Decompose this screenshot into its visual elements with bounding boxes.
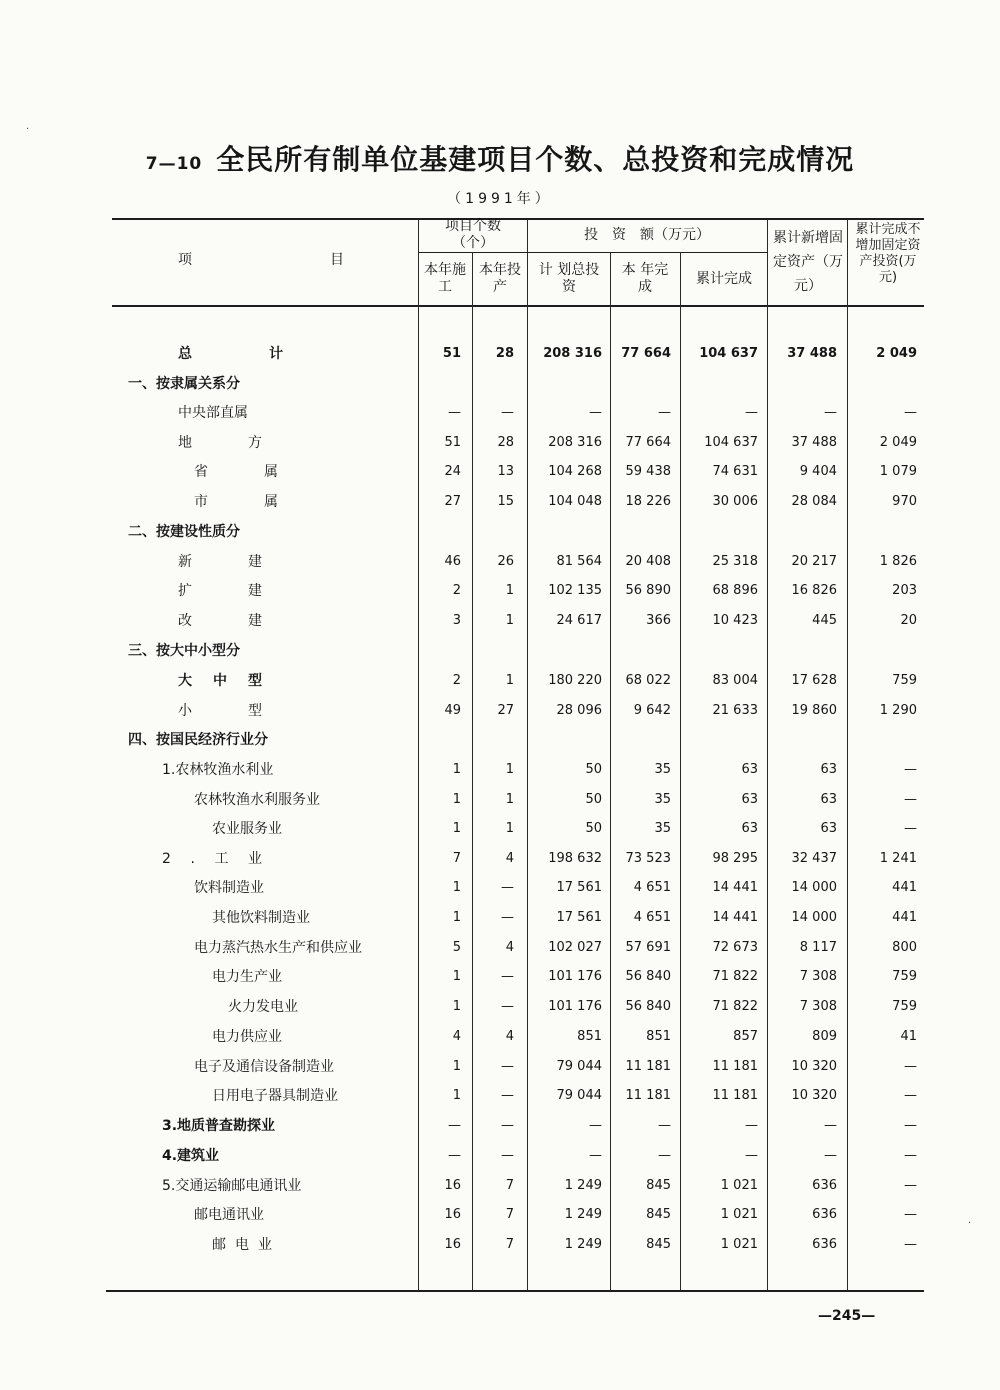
table-cell: 636: [812, 1178, 837, 1193]
table-cell: 28: [495, 346, 514, 361]
table-cell: 1: [452, 910, 461, 925]
table-cell: 10 320: [791, 1059, 837, 1074]
table-cell: 759: [892, 673, 917, 688]
header-fixed-assets: 累计新增固定资产（万元）: [773, 230, 843, 294]
table-cell: 72 673: [712, 940, 758, 955]
table-cell: [797, 730, 917, 750]
table-cell: 56 840: [625, 969, 671, 984]
table-cell: 19 860: [791, 703, 837, 718]
table-cell: —: [904, 1178, 917, 1193]
table-cell: 857: [733, 1029, 758, 1044]
row-label: 5.交通运输邮电通讯业: [162, 1178, 302, 1194]
table-cell: 101 176: [548, 999, 602, 1014]
table-cell: —: [745, 1148, 758, 1163]
table-cell: 102 135: [548, 583, 602, 598]
table-cell: 79 044: [556, 1059, 602, 1074]
header-nonfixed: 累计完成不增加固定资产投资(万元): [855, 222, 921, 285]
row-label: 大 中 型: [178, 673, 262, 689]
table-cell: 15: [497, 494, 514, 509]
row-label: 2 . 工 业: [162, 851, 262, 867]
row-label: 一、按隶属关系分: [128, 376, 240, 392]
table-cell: 8 117: [799, 940, 837, 955]
table-cell: —: [589, 405, 602, 420]
table-cell: 16: [444, 1207, 461, 1222]
table-cell: 1 241: [879, 851, 917, 866]
table-cell: 37 488: [787, 346, 837, 361]
table-cell: 4: [505, 1029, 514, 1044]
table-cell: —: [904, 1207, 917, 1222]
table-cell: 63: [741, 792, 758, 807]
table-cell: 845: [646, 1207, 671, 1222]
table-cell: 845: [646, 1178, 671, 1193]
table-cell: 20: [900, 613, 917, 628]
table-cell: 1: [452, 999, 461, 1014]
row-label: 其他饮料制造业: [212, 910, 310, 926]
row-label: 扩 建: [178, 583, 262, 599]
table-cell: 14 441: [712, 880, 758, 895]
table-cell: 1: [505, 613, 514, 628]
table-cell: 1: [452, 969, 461, 984]
table-cell: —: [501, 910, 514, 925]
row-label: 三、按大中小型分: [128, 643, 240, 659]
table-cell: 14 441: [712, 910, 758, 925]
table-cell: 28: [497, 435, 514, 450]
page-number: —245—: [818, 1308, 876, 1324]
table-cell: 5: [452, 940, 461, 955]
table-cell: [797, 374, 917, 394]
table-cell: 4: [505, 851, 514, 866]
row-label: 4.建筑业: [162, 1148, 220, 1164]
table-cell: 441: [892, 880, 917, 895]
table-cell: 851: [577, 1029, 602, 1044]
table-cell: 77 664: [625, 435, 671, 450]
table-cell: —: [904, 1088, 917, 1103]
table-cell: 20 217: [791, 554, 837, 569]
table-cell: 102 027: [548, 940, 602, 955]
table-cell: —: [904, 762, 917, 777]
table-cell: 98 295: [712, 851, 758, 866]
row-label: 四、按国民经济行业分: [128, 732, 268, 748]
table-cell: 198 632: [548, 851, 602, 866]
table-cell: 1: [505, 673, 514, 688]
table-cell: 11 181: [625, 1059, 671, 1074]
table-cell: 1 249: [564, 1178, 602, 1193]
table-cell: 77 664: [621, 346, 671, 361]
table-cell: 57 691: [625, 940, 671, 955]
table-cell: 28 096: [556, 703, 602, 718]
table-title: [0, 138, 1000, 178]
table-cell: 800: [892, 940, 917, 955]
table-cell: 7 308: [799, 999, 837, 1014]
table-cell: 63: [741, 821, 758, 836]
table-cell: 7: [505, 1237, 514, 1252]
header-item-left: 项: [178, 252, 192, 268]
header-item-right: 目: [330, 252, 344, 268]
row-label: 3.地质普查勘探业: [162, 1118, 276, 1134]
table-cell: 24 617: [556, 613, 602, 628]
table-top-rule: [112, 218, 924, 220]
row-label: 中央部直属: [178, 405, 248, 421]
table-cell: —: [904, 1059, 917, 1074]
table-cell: 851: [646, 1029, 671, 1044]
table-cell: 4 651: [633, 910, 671, 925]
row-label: 邮电通讯业: [194, 1207, 264, 1223]
table-cell: 10 423: [712, 613, 758, 628]
table-cell: 1: [452, 880, 461, 895]
row-label: 总 计: [178, 346, 283, 362]
table-cell: 73 523: [625, 851, 671, 866]
table-cell: 63: [820, 821, 837, 836]
header-invest-col3: 累计完成: [696, 271, 752, 287]
header-count-col2: 本年投产: [479, 262, 521, 295]
table-cell: 4: [452, 1029, 461, 1044]
table-cell: 17 561: [556, 910, 602, 925]
header-count-group: 项目个数（个）: [445, 218, 501, 251]
table-cell: 1 249: [564, 1207, 602, 1222]
row-label: 省 属: [194, 464, 278, 480]
table-cell: 441: [892, 910, 917, 925]
row-label: 地 方: [178, 435, 262, 451]
table-cell: 63: [820, 792, 837, 807]
table-cell: 17 628: [791, 673, 837, 688]
table-cell: 50: [585, 762, 602, 777]
table-cell: [797, 641, 917, 661]
row-label: 邮 电 业: [212, 1237, 272, 1253]
table-cell: 63: [820, 762, 837, 777]
header-invest-group: 投 资 额（万元）: [584, 227, 710, 243]
table-cell: —: [658, 405, 671, 420]
table-cell: —: [745, 1118, 758, 1133]
table-cell: 24: [444, 464, 461, 479]
table-cell: 74 631: [712, 464, 758, 479]
table-cell: 101 176: [548, 969, 602, 984]
title-text: 全民所有制单位基建项目个数、总投资和完成情况: [216, 143, 855, 176]
table-cell: 20 408: [625, 554, 671, 569]
table-cell: 11 181: [625, 1088, 671, 1103]
table-cell: 10 320: [791, 1088, 837, 1103]
table-cell: 1 021: [720, 1178, 758, 1193]
table-cell: 32 437: [791, 851, 837, 866]
table-cell: —: [448, 405, 461, 420]
table-cell: 1: [505, 583, 514, 598]
table-cell: 41: [900, 1029, 917, 1044]
table-cell: 71 822: [712, 969, 758, 984]
table-cell: 104 268: [548, 464, 602, 479]
table-cell: —: [904, 821, 917, 836]
table-cell: 1: [452, 1059, 461, 1074]
table-cell: 3: [452, 613, 461, 628]
header-item: [178, 252, 344, 269]
table-cell: 14 000: [791, 910, 837, 925]
scan-speck: ·: [968, 1218, 972, 1229]
table-cell: —: [501, 1088, 514, 1103]
table-cell: 7: [505, 1207, 514, 1222]
row-label: 日用电子器具制造业: [212, 1088, 338, 1104]
scan-speck: ·: [26, 124, 30, 135]
table-cell: —: [501, 405, 514, 420]
table-cell: —: [824, 1148, 837, 1163]
table-cell: 18 226: [625, 494, 671, 509]
table-cell: —: [745, 405, 758, 420]
table-cell: 46: [444, 554, 461, 569]
table-cell: 27: [444, 494, 461, 509]
table-cell: —: [448, 1148, 461, 1163]
table-cell: 71 822: [712, 999, 758, 1014]
table-cell: 1 290: [879, 703, 917, 718]
table-cell: 1: [452, 792, 461, 807]
table-cell: 26: [497, 554, 514, 569]
table-cell: [797, 522, 917, 542]
table-cell: 104 048: [548, 494, 602, 509]
table-cell: 11 181: [712, 1059, 758, 1074]
row-label: 农业服务业: [212, 821, 282, 837]
table-cell: 208 316: [543, 346, 602, 361]
table-cell: 1: [505, 792, 514, 807]
table-cell: 636: [812, 1237, 837, 1252]
header-invest-col2: 本 年完 成: [621, 262, 669, 295]
table-cell: 7: [505, 1178, 514, 1193]
table-cell: 208 316: [548, 435, 602, 450]
table-cell: —: [904, 792, 917, 807]
table-cell: 203: [892, 583, 917, 598]
row-label: 改 建: [178, 613, 262, 629]
table-cell: —: [448, 1118, 461, 1133]
table-cell: —: [904, 1118, 917, 1133]
table-cell: 970: [892, 494, 917, 509]
table-number: 7—10: [145, 154, 203, 174]
table-cell: —: [904, 1148, 917, 1163]
table-cell: —: [501, 1148, 514, 1163]
table-cell: 68 896: [712, 583, 758, 598]
table-cell: 83 004: [712, 673, 758, 688]
table-cell: 1: [452, 1088, 461, 1103]
table-cell: 2 049: [879, 435, 917, 450]
row-label: 小 型: [178, 703, 262, 719]
table-cell: —: [501, 1059, 514, 1074]
table-cell: 51: [442, 346, 461, 361]
table-cell: 1 021: [720, 1207, 758, 1222]
table-cell: 1 021: [720, 1237, 758, 1252]
table-cell: 51: [444, 435, 461, 450]
table-cell: 56 840: [625, 999, 671, 1014]
table-cell: 50: [585, 792, 602, 807]
table-cell: 2: [452, 673, 461, 688]
table-cell: 9 642: [633, 703, 671, 718]
table-cell: 16 826: [791, 583, 837, 598]
table-cell: —: [904, 1237, 917, 1252]
row-label: 电力蒸汽热水生产和供应业: [194, 940, 362, 956]
table-bottom-rule: [106, 1290, 924, 1292]
table-cell: 35: [654, 821, 671, 836]
table-cell: 17 561: [556, 880, 602, 895]
row-label: 饮料制造业: [194, 880, 264, 896]
table-cell: —: [589, 1148, 602, 1163]
table-cell: —: [501, 999, 514, 1014]
invest-group-rule: [527, 252, 767, 253]
table-cell: 49: [444, 703, 461, 718]
table-cell: 59 438: [625, 464, 671, 479]
table-cell: 445: [812, 613, 837, 628]
row-label: 电力供应业: [212, 1029, 282, 1045]
table-cell: 68 022: [625, 673, 671, 688]
row-label: 市 属: [194, 494, 278, 510]
row-label: 新 建: [178, 554, 262, 570]
table-cell: 1 249: [564, 1237, 602, 1252]
table-cell: 1: [505, 821, 514, 836]
table-cell: 366: [646, 613, 671, 628]
table-cell: —: [904, 405, 917, 420]
table-cell: 28 084: [791, 494, 837, 509]
table-cell: 809: [812, 1029, 837, 1044]
table-cell: 104 637: [704, 435, 758, 450]
table-cell: —: [658, 1148, 671, 1163]
table-cell: 4: [505, 940, 514, 955]
table-cell: 180 220: [548, 673, 602, 688]
table-cell: 37 488: [791, 435, 837, 450]
table-cell: 104 637: [699, 346, 758, 361]
table-cell: 13: [497, 464, 514, 479]
table-cell: —: [824, 405, 837, 420]
table-cell: 1: [452, 762, 461, 777]
row-label: 农林牧渔水利服务业: [194, 792, 320, 808]
row-label: 电力生产业: [212, 969, 282, 985]
table-cell: —: [501, 969, 514, 984]
table-cell: 2 049: [876, 346, 917, 361]
table-cell: 27: [497, 703, 514, 718]
table-cell: 4 651: [633, 880, 671, 895]
table-cell: 845: [646, 1237, 671, 1252]
table-cell: —: [501, 1118, 514, 1133]
header-count-col1: 本年施工: [424, 262, 466, 295]
table-year: （1991年）: [447, 191, 553, 207]
table-cell: 50: [585, 821, 602, 836]
table-cell: 1: [452, 821, 461, 836]
table-cell: 30 006: [712, 494, 758, 509]
table-cell: 759: [892, 999, 917, 1014]
header-bottom-rule: [112, 305, 924, 307]
table-cell: 759: [892, 969, 917, 984]
table-cell: 14 000: [791, 880, 837, 895]
table-cell: 35: [654, 762, 671, 777]
table-cell: 81 564: [556, 554, 602, 569]
table-cell: 1: [505, 762, 514, 777]
table-cell: 7 308: [799, 969, 837, 984]
table-cell: 79 044: [556, 1088, 602, 1103]
table-cell: 16: [444, 1178, 461, 1193]
table-cell: 25 318: [712, 554, 758, 569]
table-cell: 35: [654, 792, 671, 807]
row-label: 电子及通信设备制造业: [194, 1059, 334, 1075]
row-label: 1.农林牧渔水利业: [162, 762, 274, 778]
table-cell: 2: [452, 583, 461, 598]
table-cell: 16: [444, 1237, 461, 1252]
table-cell: 9 404: [799, 464, 837, 479]
row-label: 二、按建设性质分: [128, 524, 240, 540]
table-cell: 636: [812, 1207, 837, 1222]
table-cell: 1 079: [879, 464, 917, 479]
table-cell: 21 633: [712, 703, 758, 718]
table-cell: —: [589, 1118, 602, 1133]
table-cell: —: [658, 1118, 671, 1133]
table-cell: —: [501, 880, 514, 895]
row-label: 火力发电业: [228, 999, 298, 1015]
header-invest-col1: 计 划总投资: [538, 262, 600, 295]
table-cell: 7: [452, 851, 461, 866]
table-cell: —: [824, 1118, 837, 1133]
table-cell: 63: [741, 762, 758, 777]
table-cell: 11 181: [712, 1088, 758, 1103]
table-cell: 56 890: [625, 583, 671, 598]
table-cell: 1 826: [879, 554, 917, 569]
